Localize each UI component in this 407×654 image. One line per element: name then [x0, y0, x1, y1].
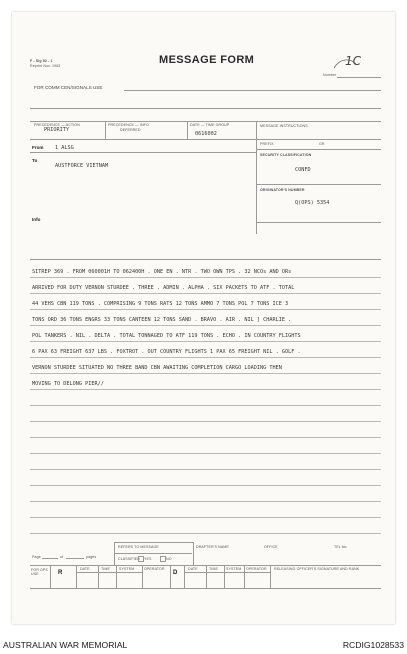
- r-label: R: [58, 570, 63, 576]
- number-label: Number: [323, 73, 337, 77]
- originator-label: ORIGINATOR'S NUMBER: [260, 188, 305, 192]
- comm-cen-label: FOR COMM CEN/SIGNALS USE: [34, 85, 103, 90]
- of-label: of: [60, 555, 64, 559]
- originator-value: Q(OPS) 5354: [295, 200, 330, 206]
- date-label: DATE: [80, 567, 90, 571]
- date-label: DATE: [188, 567, 198, 571]
- time-label: TIME: [101, 567, 110, 571]
- security-label: SECURITY CLASSIFICATION: [260, 153, 312, 157]
- office-label: OFFICE: [264, 545, 278, 549]
- precedence-action-label: PRECEDENCE — ACTION: [34, 123, 80, 127]
- tel-label: TEL No: [334, 545, 347, 549]
- drafter-label: DRAFTER'S NAME: [196, 545, 229, 549]
- dtg-value: 0616002: [195, 131, 217, 137]
- from-value: 1 ALSG: [55, 145, 74, 151]
- time-label: TIME: [209, 567, 218, 571]
- operator-label: OPERATOR: [144, 567, 165, 571]
- for-ops-use-label: FOR OPS USE: [31, 568, 48, 576]
- message-line: VERNON STURDEE SITUATED NO THREE BAND CBN AWAITING COMPLETION CARGO LOADING THEN: [32, 365, 282, 371]
- refers-label: REFERS TO MESSAGE: [118, 545, 159, 549]
- dtg-label: DATE — TIME GROUP: [190, 123, 230, 127]
- message-line: SITREP 369 . FROM 060001H TO 062400H . ONE EN . NTR . TWO OWN TPS . 32 NCOs AND ORs: [32, 269, 292, 275]
- precedence-info-value: DEFERRED: [120, 128, 141, 132]
- to-value: AUSTFORCE VIETNAM: [55, 163, 109, 169]
- form-title: MESSAGE FORM: [159, 54, 255, 66]
- message-line: 6 PAX 63 FREIGHT 637 LBS . FOXTROT . OUT COUNTRY FLIGHTS 1 PAX 65 FREIGHT NIL . GOLF .: [32, 349, 301, 355]
- footer-left: AUSTRALIAN WAR MEMORIAL: [3, 640, 128, 650]
- handwritten-mark-icon: [332, 56, 362, 72]
- message-line: 44 VEHS CBN 119 TONS . COMPRISING 9 TONS RATS 12 TONS AMMO 7 TONS POL 7 TONS ICE 3: [32, 301, 289, 307]
- precedence-action-value: PRIORITY: [44, 127, 69, 133]
- message-line: POL TANKERS . NIL . DELTA . TOTAL TONNAGED TO ATF 119 TONS . ECHO . IN COUNTRY FLIGHTS: [32, 333, 301, 339]
- message-form-sheet: [12, 12, 395, 624]
- pages-label: pages: [86, 555, 97, 559]
- prefix-label: PREFIX: [260, 142, 274, 146]
- message-line: ARRIVED FOR DUTY VERNON STURDEE . THREE . ADMIN . ALPHA . SIX PACKETS TO ATF . TOTAL: [32, 285, 295, 291]
- operator-label: OPERATOR: [246, 567, 267, 571]
- security-value: CONFD: [295, 167, 311, 173]
- d-label: D: [173, 570, 178, 576]
- message-instructions-label: MESSAGE INSTRUCTIONS: [260, 124, 308, 128]
- from-label: From: [32, 145, 44, 150]
- precedence-info-label: PRECEDENCE — INFO: [108, 123, 149, 127]
- page-label: Page: [32, 555, 41, 559]
- message-line: TONS ORD 36 TONS ENGRS 33 TONS CANTEEN 12 TONS SAND . BRAVO . AIR . NIL ] CHARLIE .: [32, 317, 292, 323]
- footer-right: RCDIG1028533: [342, 640, 404, 650]
- system-label: SYSTEM: [226, 567, 242, 571]
- form-code: F - Sig 52 - 1: [30, 59, 53, 63]
- yes-label: YES: [144, 557, 152, 561]
- releasing-label: RELEASING OFFICER'S SIGNATURE AND RANK: [274, 567, 360, 571]
- no-label: NO: [166, 557, 172, 561]
- form-revision: Reprint Nov. 1963: [30, 64, 61, 68]
- to-label: To: [32, 158, 38, 163]
- message-line: MOVING TO DELONG PIER//: [32, 381, 104, 387]
- info-label: Info: [32, 217, 41, 222]
- classified-label: CLASSIFIED: [118, 557, 140, 561]
- gr-label: GR: [319, 142, 325, 146]
- handwritten-number: 1C: [345, 54, 362, 68]
- system-label: SYSTEM: [119, 567, 135, 571]
